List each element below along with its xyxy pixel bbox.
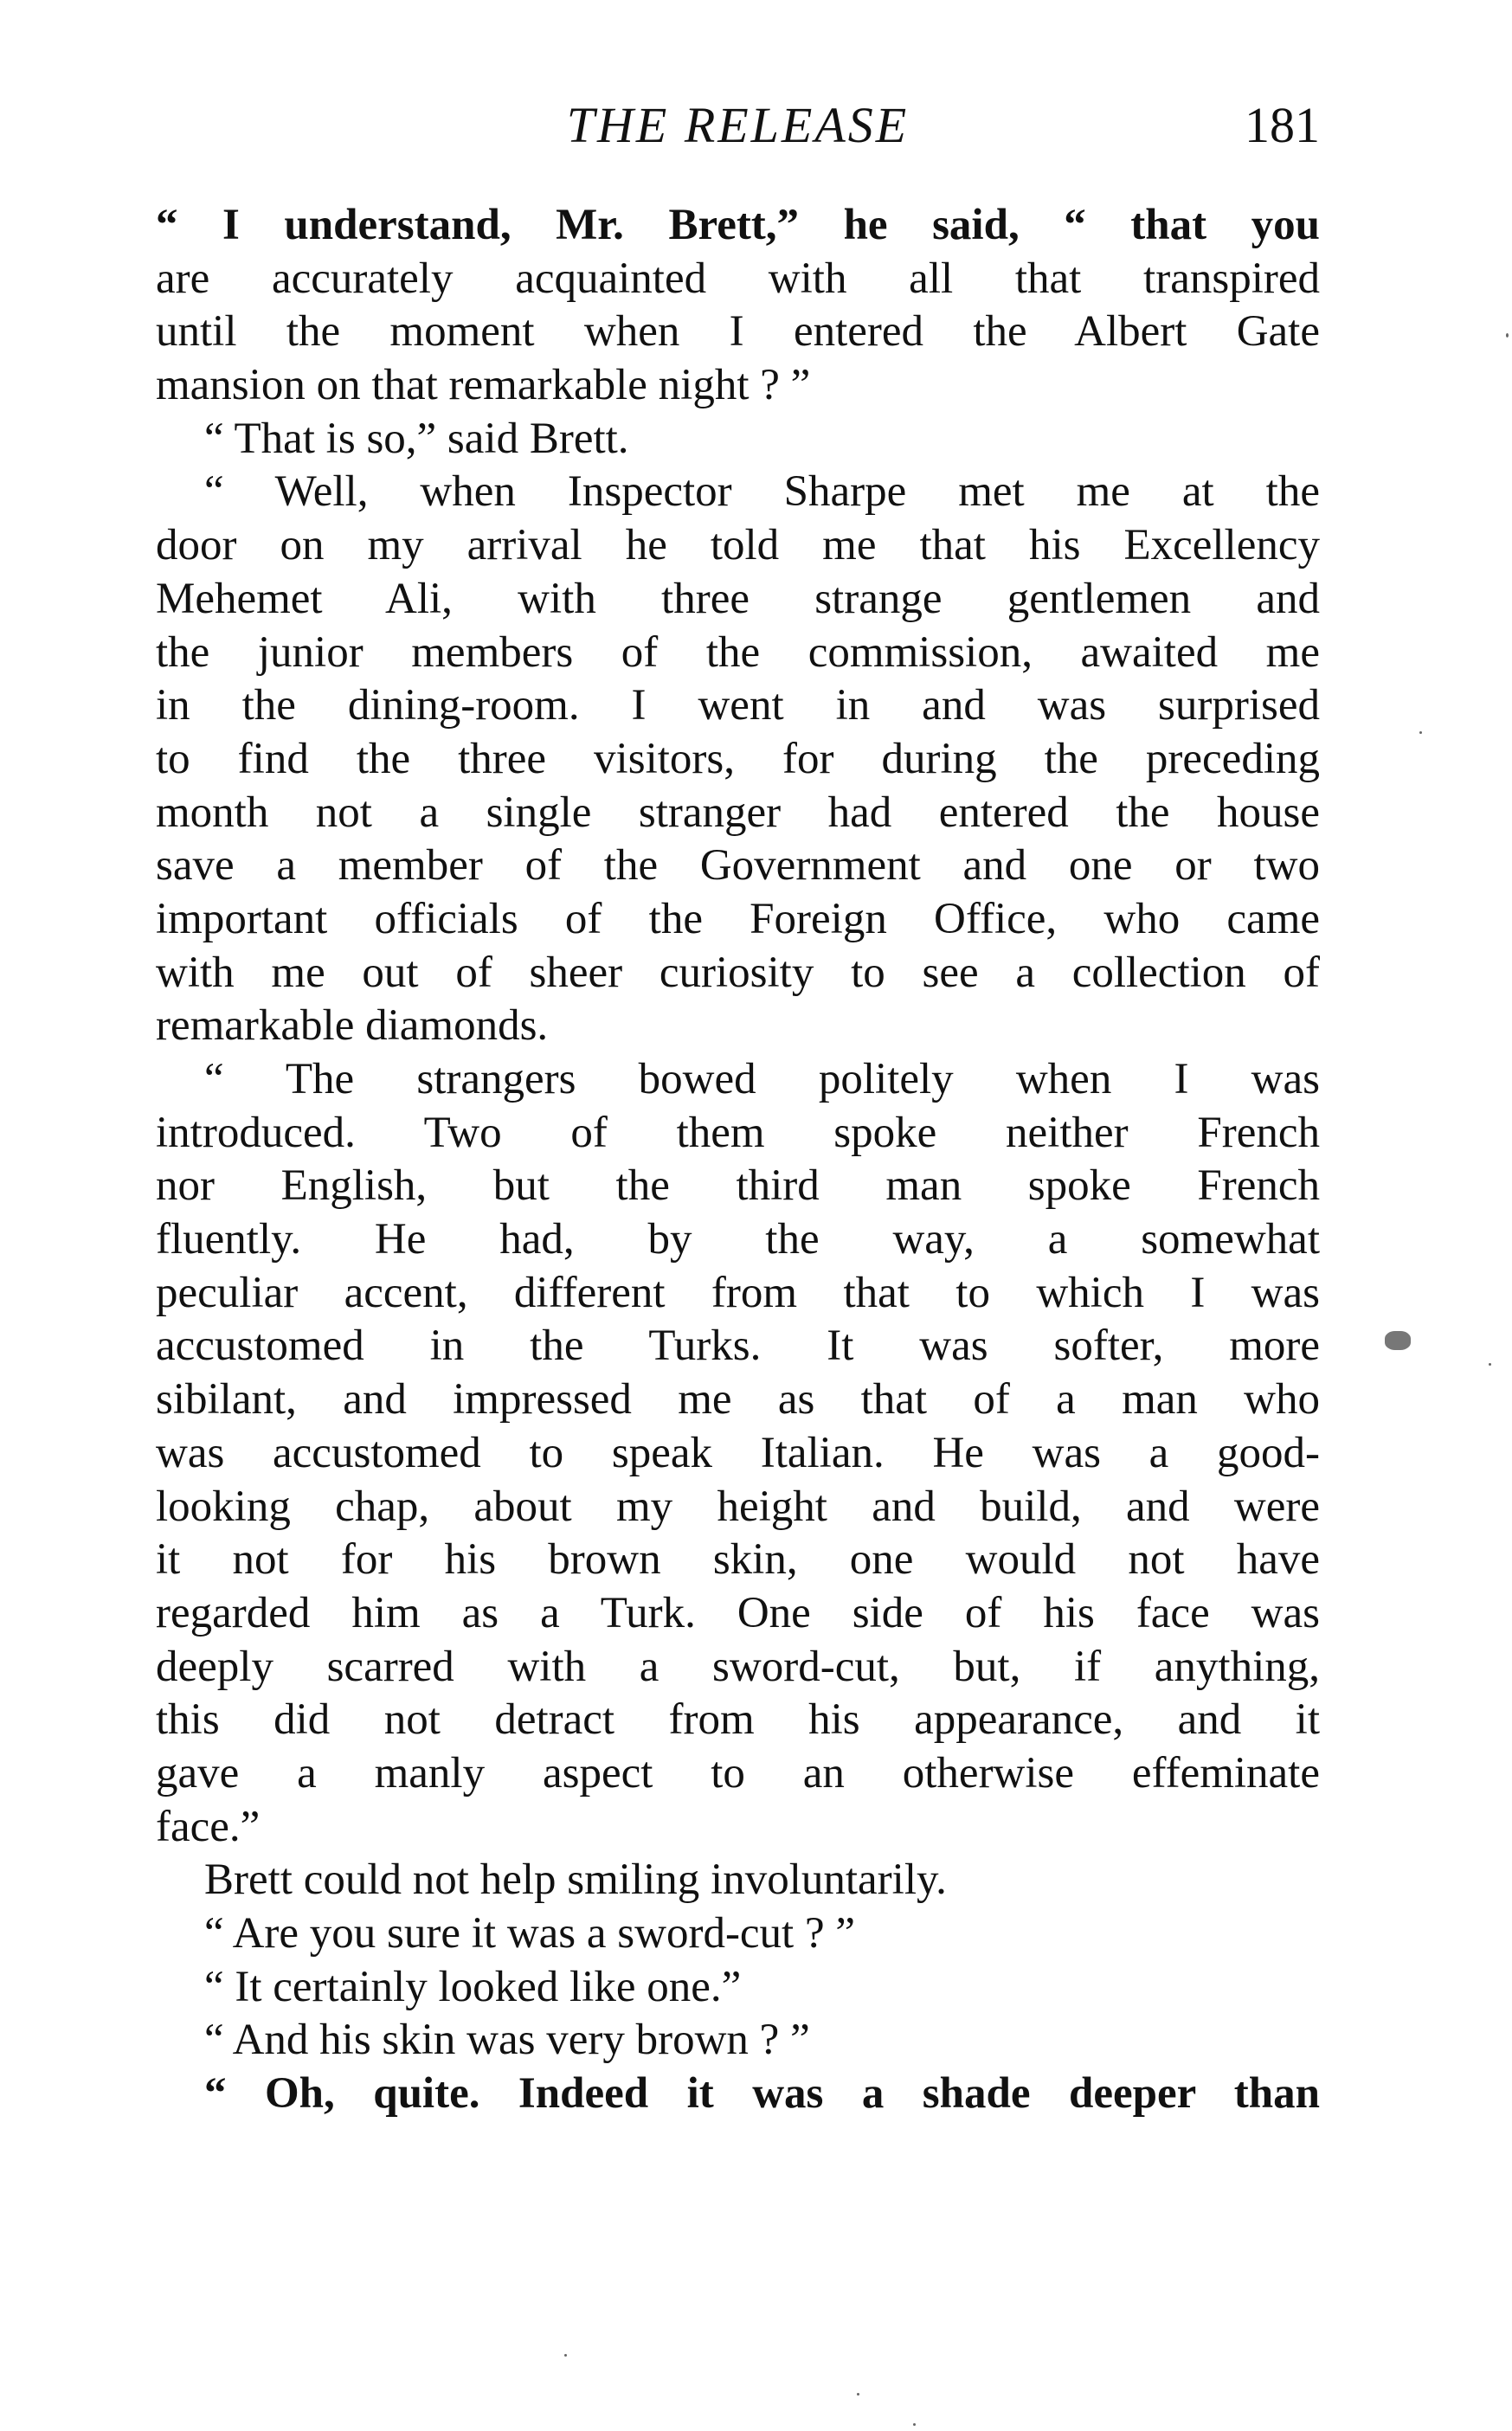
scan-speck — [857, 2393, 859, 2396]
text-line: regarded him as a Turk. One side of his face was — [156, 1588, 1320, 1637]
page-header — [156, 91, 1320, 160]
text-line: mansion on that remarkable night ? ” — [156, 361, 811, 410]
text-line: “ Well, when Inspector Sharpe met me at the — [204, 467, 1320, 517]
text-line: until the moment when I entered the Albert Gate — [156, 307, 1320, 357]
text-line: door on my arrival he told me that his Excellency — [156, 521, 1320, 570]
text-line: face.” — [156, 1802, 261, 1851]
text-line: introduced. Two of them spoke neither French — [156, 1108, 1320, 1157]
text-line: accustomed in the Turks. It was softer, more — [156, 1322, 1320, 1371]
running-title: THE RELEASE — [566, 97, 910, 153]
text-line: gave a manly aspect to an otherwise effeminate — [156, 1748, 1320, 1798]
text-line: Mehemet Ali, with three strange gentlemen and — [156, 574, 1320, 623]
text-line: fluently. He had, by the way, a somewhat — [156, 1215, 1320, 1264]
page-number: 181 — [1245, 97, 1320, 153]
text-line: it not for his brown skin, one would not have — [156, 1535, 1320, 1585]
scan-speck — [1385, 1331, 1411, 1350]
body-text — [156, 199, 1320, 2121]
text-line: “ I understand, Mr. Brett,” he said, “ that you — [156, 201, 1320, 249]
text-line: “ That is so,” said Brett. — [204, 414, 629, 463]
text-line: “ And his skin was very brown ? ” — [204, 2016, 810, 2065]
text-line: in the dining-room. I went in and was surprised — [156, 681, 1320, 730]
text-line: “ Oh, quite. Indeed it was a shade deeper than — [204, 2069, 1320, 2119]
scan-speck — [1489, 1363, 1491, 1366]
text-line: Brett could not help smiling involuntarily. — [204, 1855, 947, 1905]
text-line: save a member of the Government and one or two — [156, 841, 1320, 891]
text-line: remarkable diamonds. — [156, 1001, 549, 1051]
text-line: looking chap, about my height and build, and were — [156, 1482, 1320, 1531]
text-line: important officials of the Foreign Office, who came — [156, 894, 1320, 943]
text-line: to find the three visitors, for during the preceding — [156, 734, 1320, 783]
scan-speck — [913, 2423, 916, 2426]
text-line: was accustomed to speak Italian. He was a good- — [156, 1428, 1320, 1477]
text-line: deeply scarred with a sword-cut, but, if anything, — [156, 1642, 1320, 1691]
text-line: month not a single stranger had entered the house — [156, 788, 1320, 837]
text-line: “ It certainly looked like one.” — [204, 1962, 742, 2011]
scan-speck — [564, 2354, 567, 2357]
text-line: the junior members of the commission, awaited me — [156, 627, 1320, 677]
text-line: peculiar accent, different from that to which I was — [156, 1268, 1320, 1317]
text-line: “ The strangers bowed politely when I was — [204, 1055, 1320, 1103]
text-line: nor English, but the third man spoke French — [156, 1161, 1320, 1211]
text-line: with me out of sheer curiosity to see a collection of — [156, 948, 1320, 997]
text-line: this did not detract from his appearance, and it — [156, 1695, 1320, 1745]
scan-speck — [1419, 731, 1422, 734]
scan-speck — [1506, 333, 1509, 338]
text-line: are accurately acquainted with all that transpired — [156, 254, 1320, 303]
text-line: “ Are you sure it was a sword-cut ? ” — [204, 1909, 856, 1958]
text-line: sibilant, and impressed me as that of a man who — [156, 1375, 1320, 1425]
